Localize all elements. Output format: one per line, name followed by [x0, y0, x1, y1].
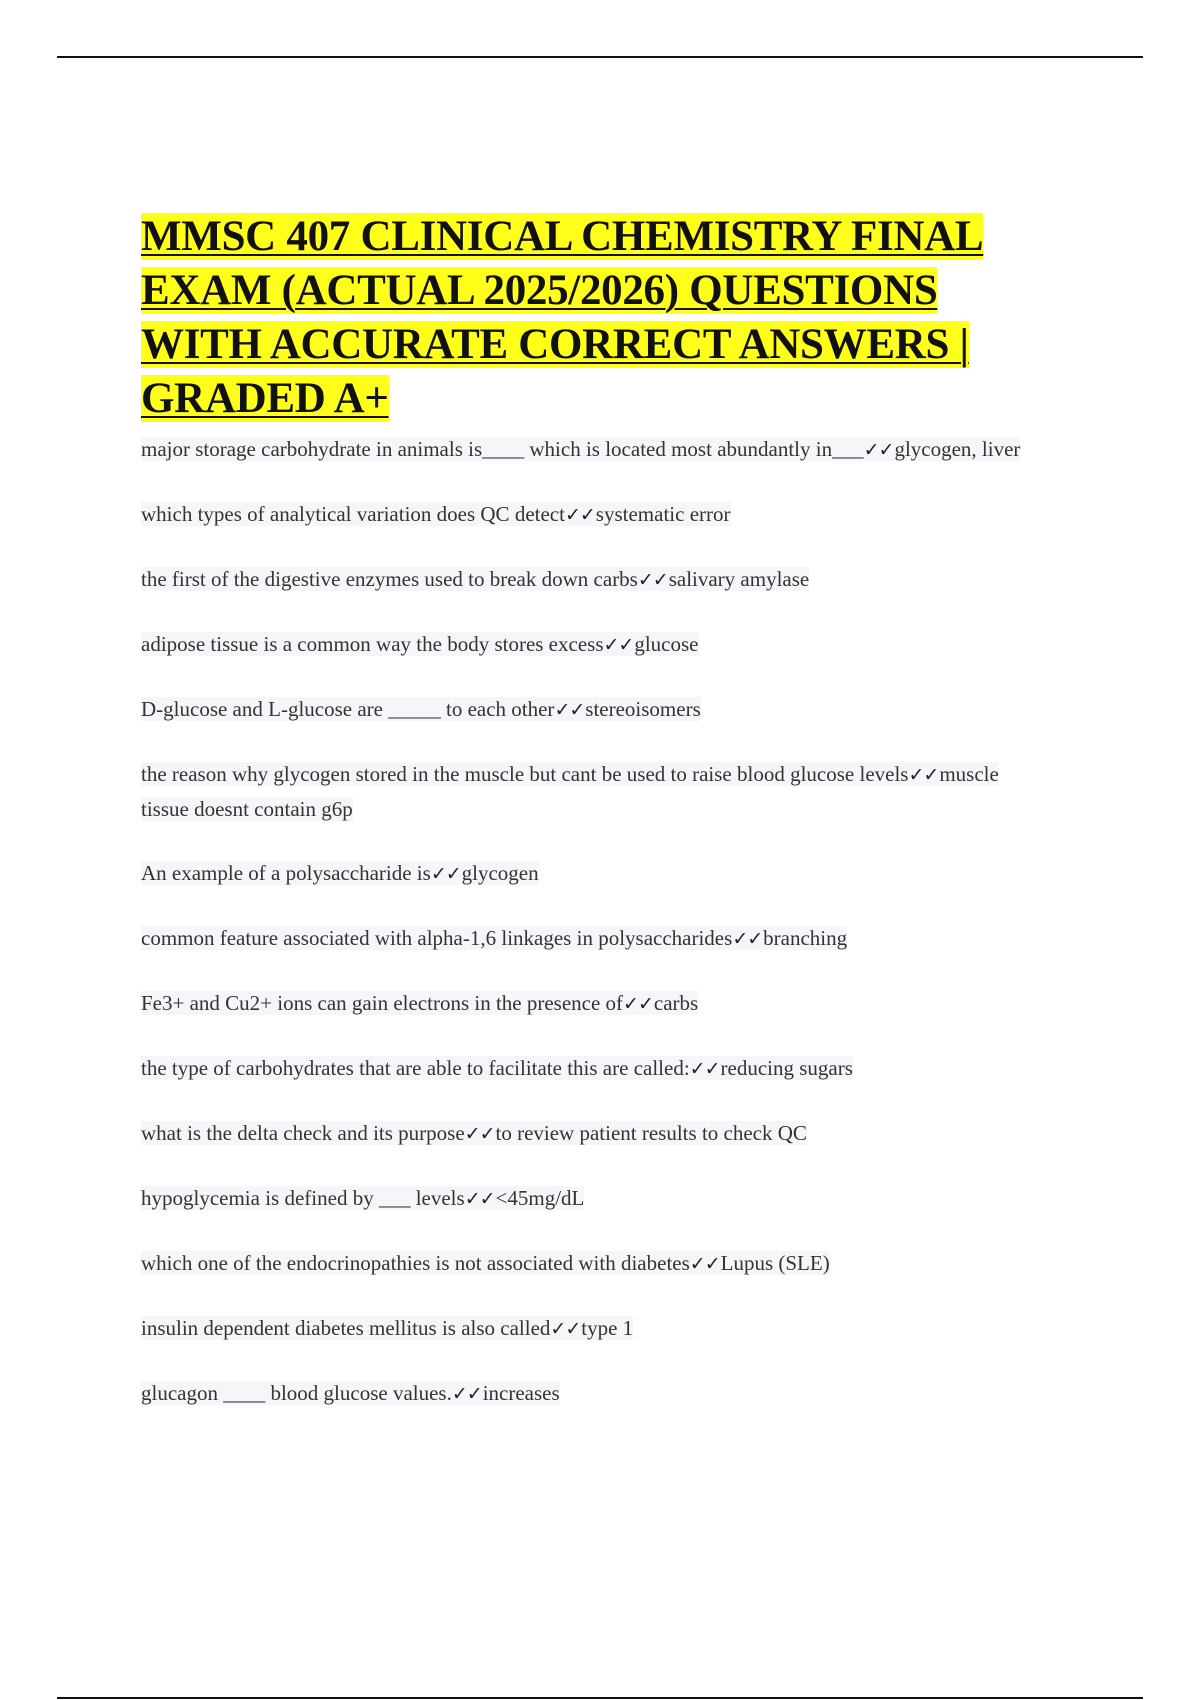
- qa-item: [141, 562, 1041, 597]
- qa-item: [141, 692, 1041, 727]
- qa-line: [141, 697, 701, 721]
- question-text: adipose tissue is a common way the body stores excess: [141, 632, 604, 656]
- double-check-icon: ✓✓: [430, 863, 461, 885]
- double-check-icon: ✓✓: [554, 699, 585, 721]
- double-check-icon: ✓✓: [623, 993, 653, 1015]
- qa-line: [141, 762, 999, 821]
- qa-item: [141, 497, 1041, 532]
- double-check-icon: ✓✓: [863, 439, 894, 461]
- question-text: hypoglycemia is defined by ___ levels: [141, 1186, 465, 1210]
- double-check-icon: ✓✓: [689, 1253, 720, 1275]
- qa-line: [141, 991, 698, 1015]
- answer-text: type 1: [581, 1316, 634, 1340]
- double-check-icon: ✓✓: [689, 1058, 720, 1080]
- qa-item: [141, 856, 1041, 891]
- qa-line: [141, 632, 699, 656]
- qa-list: [141, 432, 1041, 1411]
- question-text: the reason why glycogen stored in the muscle but cant be used to raise blood glucose levels: [141, 762, 909, 786]
- question-text: D-glucose and L-glucose are _____ to each other: [141, 697, 555, 721]
- answer-text: stereoisomers: [585, 697, 701, 721]
- question-text: Fe3+ and Cu2+ ions can gain electrons in the presence of: [141, 991, 624, 1015]
- question-text: the first of the digestive enzymes used to break down carbs: [141, 567, 638, 591]
- question-text: An example of a polysaccharide is: [141, 861, 431, 885]
- answer-text: increases: [482, 1381, 560, 1405]
- qa-line: [141, 1056, 853, 1080]
- qa-line: [141, 437, 1020, 461]
- double-check-icon: ✓✓: [451, 1383, 482, 1405]
- qa-line: [141, 926, 847, 950]
- top-rule: [57, 56, 1143, 58]
- double-check-icon: ✓✓: [564, 504, 595, 526]
- qa-line: [141, 1186, 584, 1210]
- qa-item: [141, 1376, 1041, 1411]
- double-check-icon: ✓✓: [908, 764, 939, 786]
- qa-line: [141, 567, 809, 591]
- qa-line: [141, 1381, 560, 1405]
- question-text: major storage carbohydrate in animals is____ which is located most abundantly in___: [141, 437, 864, 461]
- answer-text: reducing sugars: [720, 1056, 853, 1080]
- answer-text: glycogen, liver: [894, 437, 1021, 461]
- qa-item: [141, 1246, 1041, 1281]
- bottom-rule: [57, 1697, 1143, 1699]
- answer-text: systematic error: [595, 502, 731, 526]
- question-text: glucagon ____ blood glucose values.: [141, 1381, 452, 1405]
- qa-item: [141, 986, 1041, 1021]
- answer-text: branching: [763, 926, 848, 950]
- qa-line: [141, 502, 731, 526]
- question-text: which one of the endocrinopathies is not associated with diabetes: [141, 1251, 690, 1275]
- double-check-icon: ✓✓: [603, 634, 634, 656]
- answer-text: carbs: [653, 991, 699, 1015]
- document-title: [141, 210, 1041, 426]
- answer-text: Lupus (SLE): [720, 1251, 830, 1275]
- question-text: common feature associated with alpha-1,6 linkages in polysaccharides: [141, 926, 733, 950]
- qa-item: [141, 432, 1041, 467]
- double-check-icon: ✓✓: [637, 569, 668, 591]
- question-text: insulin dependent diabetes mellitus is also called: [141, 1316, 551, 1340]
- qa-line: [141, 1251, 830, 1275]
- question-text: which types of analytical variation does QC detect: [141, 502, 565, 526]
- double-check-icon: ✓✓: [464, 1123, 495, 1145]
- double-check-icon: ✓✓: [464, 1188, 495, 1210]
- answer-text: to review patient results to check QC: [495, 1121, 807, 1145]
- qa-item: [141, 1051, 1041, 1086]
- qa-item: [141, 921, 1041, 956]
- answer-text: glucose: [634, 632, 699, 656]
- answer-text: salivary amylase: [668, 567, 810, 591]
- answer-text: muscle tissue doesnt contain g6p: [141, 762, 999, 821]
- qa-line: [141, 1316, 633, 1340]
- answer-text: <45mg/dL: [495, 1186, 585, 1210]
- qa-item: [141, 757, 1041, 826]
- question-text: the type of carbohydrates that are able to facilitate this are called:: [141, 1056, 690, 1080]
- double-check-icon: ✓✓: [732, 928, 763, 950]
- qa-item: [141, 627, 1041, 662]
- qa-line: [141, 861, 539, 885]
- document-title-text: MMSC 407 CLINICAL CHEMISTRY FINAL EXAM (ACTUAL 2025/2026) QUESTIONS WITH ACCURATE CORRECT ANSWERS | GRADED A+: [141, 213, 984, 422]
- double-check-icon: ✓✓: [550, 1318, 581, 1340]
- qa-item: [141, 1116, 1041, 1151]
- qa-item: [141, 1311, 1041, 1346]
- answer-text: glycogen: [461, 861, 539, 885]
- qa-line: [141, 1121, 807, 1145]
- question-text: what is the delta check and its purpose: [141, 1121, 465, 1145]
- qa-item: [141, 1181, 1041, 1216]
- document-body: [141, 210, 1041, 1441]
